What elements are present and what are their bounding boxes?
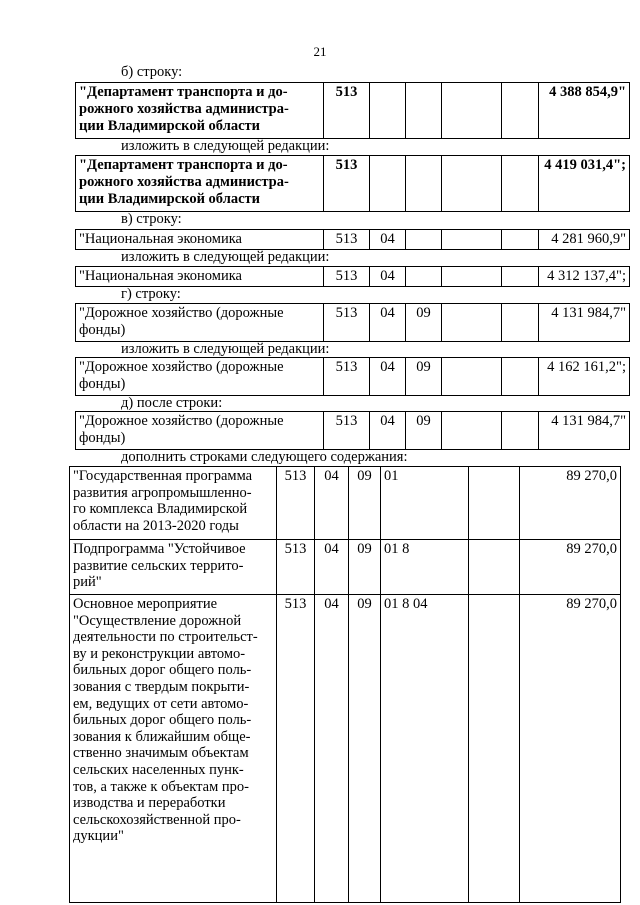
cell-amount: 4 131 984,7": [539, 304, 630, 342]
cell-vr: [469, 595, 520, 903]
row-name-line: сельских населенных пунк-: [73, 761, 244, 778]
cell-vr: [502, 358, 539, 396]
cell-csr: 01: [381, 467, 469, 540]
instruction-text: изложить в следующей редакции:: [121, 249, 330, 265]
cell-ved: 513: [277, 540, 315, 595]
row-name-line: ственно значимым объектам: [73, 745, 249, 762]
cell-amount: 4 312 137,4";: [539, 267, 630, 287]
budget-row-table: [75, 303, 630, 342]
cell-rz: 04: [370, 412, 406, 450]
cell-pr: 09: [406, 412, 442, 450]
budget-row-table: [75, 357, 630, 396]
cell-pr: [406, 230, 442, 250]
cell-amount: 4 388 854,9": [539, 83, 630, 139]
row-name-line: "Дорожное хозяйство (дорожные: [79, 413, 284, 429]
cell-amount: 4 131 984,7": [539, 412, 630, 450]
row-name-line: фонды): [79, 376, 126, 392]
cell-vr: [469, 540, 520, 595]
cell-csr: [442, 230, 502, 250]
cell-vr: [502, 412, 539, 450]
budget-row: [76, 83, 630, 139]
row-name-line: изводства и переработки: [73, 795, 226, 812]
row-name-line: сельскохозяйственной про-: [73, 811, 241, 828]
page-number: 21: [313, 44, 327, 59]
cell-csr: 01 8: [381, 540, 469, 595]
budget-row-table: [75, 229, 630, 250]
cell-vr: [469, 467, 520, 540]
cell-csr: 01 8 04: [381, 595, 469, 903]
cell-rz: 04: [370, 358, 406, 396]
added-rows-table: [69, 466, 621, 903]
cell-ved: 513: [277, 595, 315, 903]
cell-pr: 09: [349, 540, 381, 595]
cell-ved: 513: [324, 83, 370, 139]
added-row: [70, 540, 621, 595]
cell-pr: 09: [349, 595, 381, 903]
row-name-line: "Дорожное хозяйство (дорожные: [79, 305, 284, 321]
row-name-line: развития агропромышленно-: [73, 484, 252, 501]
cell-csr: [442, 358, 502, 396]
row-name-cell: [70, 595, 277, 903]
cell-ved: 513: [324, 358, 370, 396]
cell-pr: [406, 156, 442, 212]
cell-ved: 513: [324, 304, 370, 342]
cell-rz: 04: [370, 267, 406, 287]
row-name-line: ву и реконструкции автомо-: [73, 645, 246, 662]
budget-row: [76, 230, 630, 250]
row-name-cell: [76, 304, 324, 342]
cell-vr: [502, 156, 539, 212]
added-row: [70, 467, 621, 540]
cell-ved: 513: [324, 230, 370, 250]
row-name-line: ции Владимирской области: [79, 191, 260, 207]
row-name-line: дукции": [73, 828, 124, 845]
cell-rz: [370, 156, 406, 212]
cell-pr: [406, 83, 442, 139]
row-name-cell: [76, 83, 324, 139]
row-name-line: тов, а также к объектам про-: [73, 778, 249, 795]
cell-rz: 04: [370, 230, 406, 250]
cell-csr: [442, 267, 502, 287]
row-name-line: "Осуществление дорожной: [73, 612, 242, 629]
cell-amount: 89 270,0: [520, 467, 621, 540]
row-name-line: Подпрограмма "Устойчивое: [73, 541, 246, 557]
added-row: [70, 595, 621, 903]
cell-vr: [502, 267, 539, 287]
row-name-line: Основное мероприятие: [73, 596, 218, 612]
row-name-line: развитие сельских террито-: [73, 557, 244, 574]
instruction-text: дополнить строками следующего содержания:: [121, 449, 408, 465]
budget-row: [76, 358, 630, 396]
cell-pr: 09: [406, 304, 442, 342]
cell-ved: 513: [277, 467, 315, 540]
budget-row: [76, 304, 630, 342]
row-name-line: "Национальная экономика: [79, 268, 242, 284]
row-name-line: рожного хозяйства администра-: [79, 174, 289, 190]
cell-pr: 09: [406, 358, 442, 396]
budget-row-table: [75, 82, 630, 139]
cell-pr: [406, 267, 442, 287]
cell-amount: 89 270,0: [520, 595, 621, 903]
instruction-text: изложить в следующей редакции:: [121, 138, 330, 154]
cell-csr: [442, 83, 502, 139]
budget-row: [76, 156, 630, 212]
row-name-line: "Дорожное хозяйство (дорожные: [79, 359, 284, 375]
cell-rz: 04: [370, 304, 406, 342]
row-name-line: рожного хозяйства администра-: [79, 101, 289, 117]
cell-csr: [442, 412, 502, 450]
cell-csr: [442, 156, 502, 212]
row-name-line: зования с твердым покрыти-: [73, 678, 250, 695]
instruction-text: д) после строки:: [121, 395, 223, 411]
row-name-cell: [76, 412, 324, 450]
row-name-cell: [70, 467, 277, 540]
row-name-line: бильных дорог общего поль-: [73, 712, 252, 729]
cell-vr: [502, 83, 539, 139]
row-name-line: фонды): [79, 430, 126, 446]
row-name-line: бильных дорог общего поль-: [73, 662, 252, 679]
budget-row-table: [75, 266, 630, 287]
row-name-cell: [76, 156, 324, 212]
cell-pr: 09: [349, 467, 381, 540]
row-name-line: ем, ведущих от сети автомо-: [73, 695, 249, 712]
cell-amount: 89 270,0: [520, 540, 621, 595]
row-name-line: "Государственная программа: [73, 468, 253, 484]
budget-row-table: [75, 411, 630, 450]
cell-csr: [442, 304, 502, 342]
row-name-line: го комплекса Владимирской: [73, 501, 248, 518]
cell-rz: 04: [315, 540, 349, 595]
budget-row: [76, 412, 630, 450]
row-name-line: ции Владимирской области: [79, 118, 260, 134]
instruction-text: г) строку:: [121, 286, 181, 302]
cell-amount: 4 281 960,9": [539, 230, 630, 250]
budget-row: [76, 267, 630, 287]
row-name-line: фонды): [79, 322, 126, 338]
row-name-cell: [70, 540, 277, 595]
row-name-line: деятельности по строительст-: [73, 629, 258, 646]
row-name-line: "Национальная экономика: [79, 231, 242, 247]
cell-ved: 513: [324, 156, 370, 212]
cell-ved: 513: [324, 412, 370, 450]
cell-amount: 4 419 031,4";: [539, 156, 630, 212]
row-name-line: "Департамент транспорта и до-: [79, 157, 288, 173]
row-name-cell: [76, 267, 324, 287]
cell-vr: [502, 304, 539, 342]
row-name-cell: [76, 230, 324, 250]
cell-rz: [370, 83, 406, 139]
row-name-line: рий": [73, 574, 102, 591]
row-name-line: зования к ближайшим обще-: [73, 728, 251, 745]
instruction-text: в) строку:: [121, 211, 182, 227]
instruction-text: б) строку:: [121, 64, 183, 80]
budget-row-table: [75, 155, 630, 212]
row-name-line: "Департамент транспорта и до-: [79, 84, 288, 100]
row-name-line: области на 2013-2020 годы: [73, 517, 239, 534]
cell-rz: 04: [315, 467, 349, 540]
row-name-cell: [76, 358, 324, 396]
instruction-text: изложить в следующей редакции:: [121, 341, 330, 357]
cell-rz: 04: [315, 595, 349, 903]
cell-ved: 513: [324, 267, 370, 287]
cell-amount: 4 162 161,2";: [539, 358, 630, 396]
cell-vr: [502, 230, 539, 250]
